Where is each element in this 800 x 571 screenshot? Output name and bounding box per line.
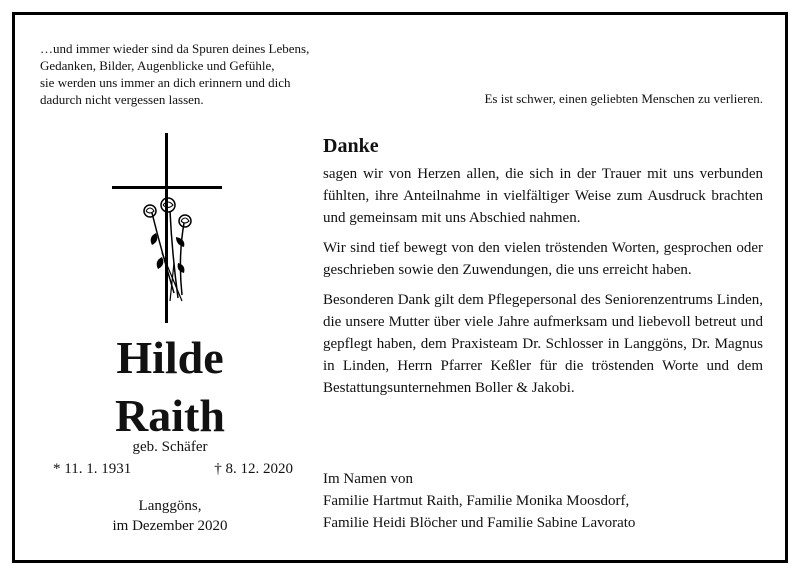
place-and-date (55, 496, 285, 536)
poem (40, 40, 309, 108)
thanks-section (323, 133, 763, 407)
poem-line: …und immer wieder sind da Spuren deines Lebens, (40, 41, 310, 56)
poem-line: Gedanken, Bilder, Augenblicke und Gefühle, (40, 58, 275, 73)
signature-line: Familie Hartmut Raith, Familie Monika Moosdorf, (323, 493, 630, 509)
poem-line: dadurch nicht vergessen lassen. (40, 92, 204, 107)
cross-with-roses-icon (112, 133, 222, 323)
birth-date: * 11. 1. 1931 (53, 461, 132, 477)
signature (323, 468, 763, 534)
first-name: Hilde (116, 332, 224, 383)
place: Langgöns, (138, 498, 202, 514)
poem-line: sie werden uns immer an dich erinnern und dich (40, 75, 291, 90)
signature-line: Im Namen von (323, 471, 413, 487)
obituary-card (12, 12, 788, 563)
signature-line: Familie Heidi Blöcher und Familie Sabine Lavorato (323, 515, 636, 531)
death-date: † 8. 12. 2020 (214, 461, 293, 477)
thanks-title: Danke (323, 135, 379, 157)
maiden-name: geb. Schäfer (132, 439, 208, 455)
thanks-paragraph: Wir sind tief bewegt von den vielen tröstenden Worten, gesprochen oder geschrieben sowie den Zuwendungen, die uns erreicht haben. (323, 240, 763, 278)
last-name: Raith (115, 390, 225, 441)
quote-right: Es ist schwer, einen geliebten Menschen zu verlieren. (484, 91, 763, 106)
thanks-paragraph: sagen wir von Herzen allen, die sich in der Trauer mit uns verbunden fühlten, ihre Anteilnahme in vielfältiger Weise zum Ausdruck brachten und gemeinsam mit uns Abschied nahmen. (323, 166, 763, 226)
thanks-paragraph: Besonderen Dank gilt dem Pflegepersonal des Seniorenzentrums Linden, die unsere Mutter über viele Jahre aufmerksam und liebevoll betreut und gepflegt haben, dem Praxisteam Dr. Schlosser in Langgöns, Dr. Magnus in Linden, Herrn Pfarrer Keßler für die tröstenden Worte und dem Bestattungsunternehmen Boller & Jakobi. (323, 292, 763, 396)
date: im Dezember 2020 (112, 518, 228, 534)
